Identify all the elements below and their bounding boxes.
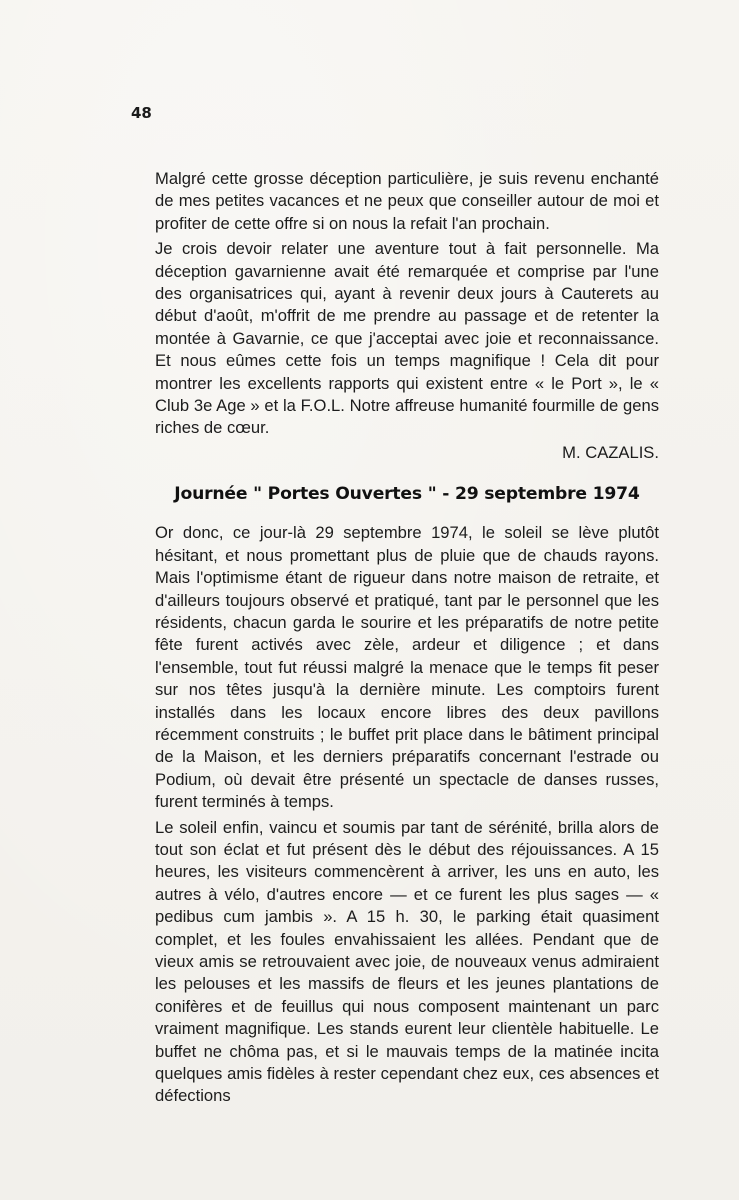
article2-heading: Journée " Portes Ouvertes " - 29 septembre 1974	[174, 484, 640, 505]
article1-paragraph-2: Je crois devoir relater une aventure tout à fait personnelle. Ma déception gavarnienne avait été remarquée et comprise par l'une des organisatrices qui, ayant à revenir deux jours à Cauterets au début d'août, m'offrit de me prendre au passage et de retenter la montée à Gavarnie, ce que j'acceptai avec joie et reconnaissance. Et nous eûmes cette fois un temps magnifique ! Cela dit pour montrer les excellents rapports qui existent entre « le Port », le « Club 3e Age » et la F.O.L. Notre affreuse humanité fourmille de gens riches de cœur.	[155, 239, 659, 438]
page-content	[155, 168, 659, 1108]
page-number: 48	[131, 104, 152, 122]
article2-paragraph-1: Or donc, ce jour-là 29 septembre 1974, le soleil se lève plutôt hésitant, et nous promettant plus de pluie que de chauds rayons. Mais l'optimisme étant de rigueur dans notre maison de retraite, et d'ailleurs toujours observé et pratiqué, tant par le personnel que les résidents, chacun garda le sourire et les préparatifs de notre petite fête furent activés avec zèle, ardeur et diligence ; et dans l'ensemble, tout fut réussi malgré la menace que le temps fit peser sur nos têtes jusqu'à la dernière minute. Les comptoirs furent installés dans les locaux encore libres des deux pavillons récemment construits ; le buffet prit place dans le bâtiment principal de la Maison, et les derniers préparatifs concernant l'estrade ou Podium, où devait être présenté un spectacle de danses russes, furent terminés à temps.	[155, 523, 659, 812]
article2-paragraph-2: Le soleil enfin, vaincu et soumis par tant de sérénité, brilla alors de tout son éclat et fut présent dès le début des réjouissances. A 15 heures, les visiteurs commencèrent à arriver, les uns en auto, les autres à vélo, d'autres encore — et ce furent les plus sages — « pedibus cum jambis ». A 15 h. 30, le parking était quasiment complet, et les foules envahissaient les allées. Pendant que de vieux amis se retrouvaient avec joie, de nouveaux venus admiraient les pelouses et les massifs de fleurs et les jeunes plantations de conifères et de feuillus qui nous composent maintenant un parc vraiment magnifique. Les stands eurent leur clientèle habituelle. Le buffet ne chôma pas, et si le mauvais temps de la matinée incita quelques amis fidèles à rester cependant chez eux, ces absences et défections	[155, 817, 659, 1106]
article1-paragraph-1: Malgré cette grosse déception particulière, je suis revenu enchanté de mes petites vacances et ne peux que conseiller autour de moi et profiter de cette offre si on nous la refait l'an prochain.	[155, 169, 659, 233]
author-signature: M. CAZALIS.	[562, 442, 659, 462]
